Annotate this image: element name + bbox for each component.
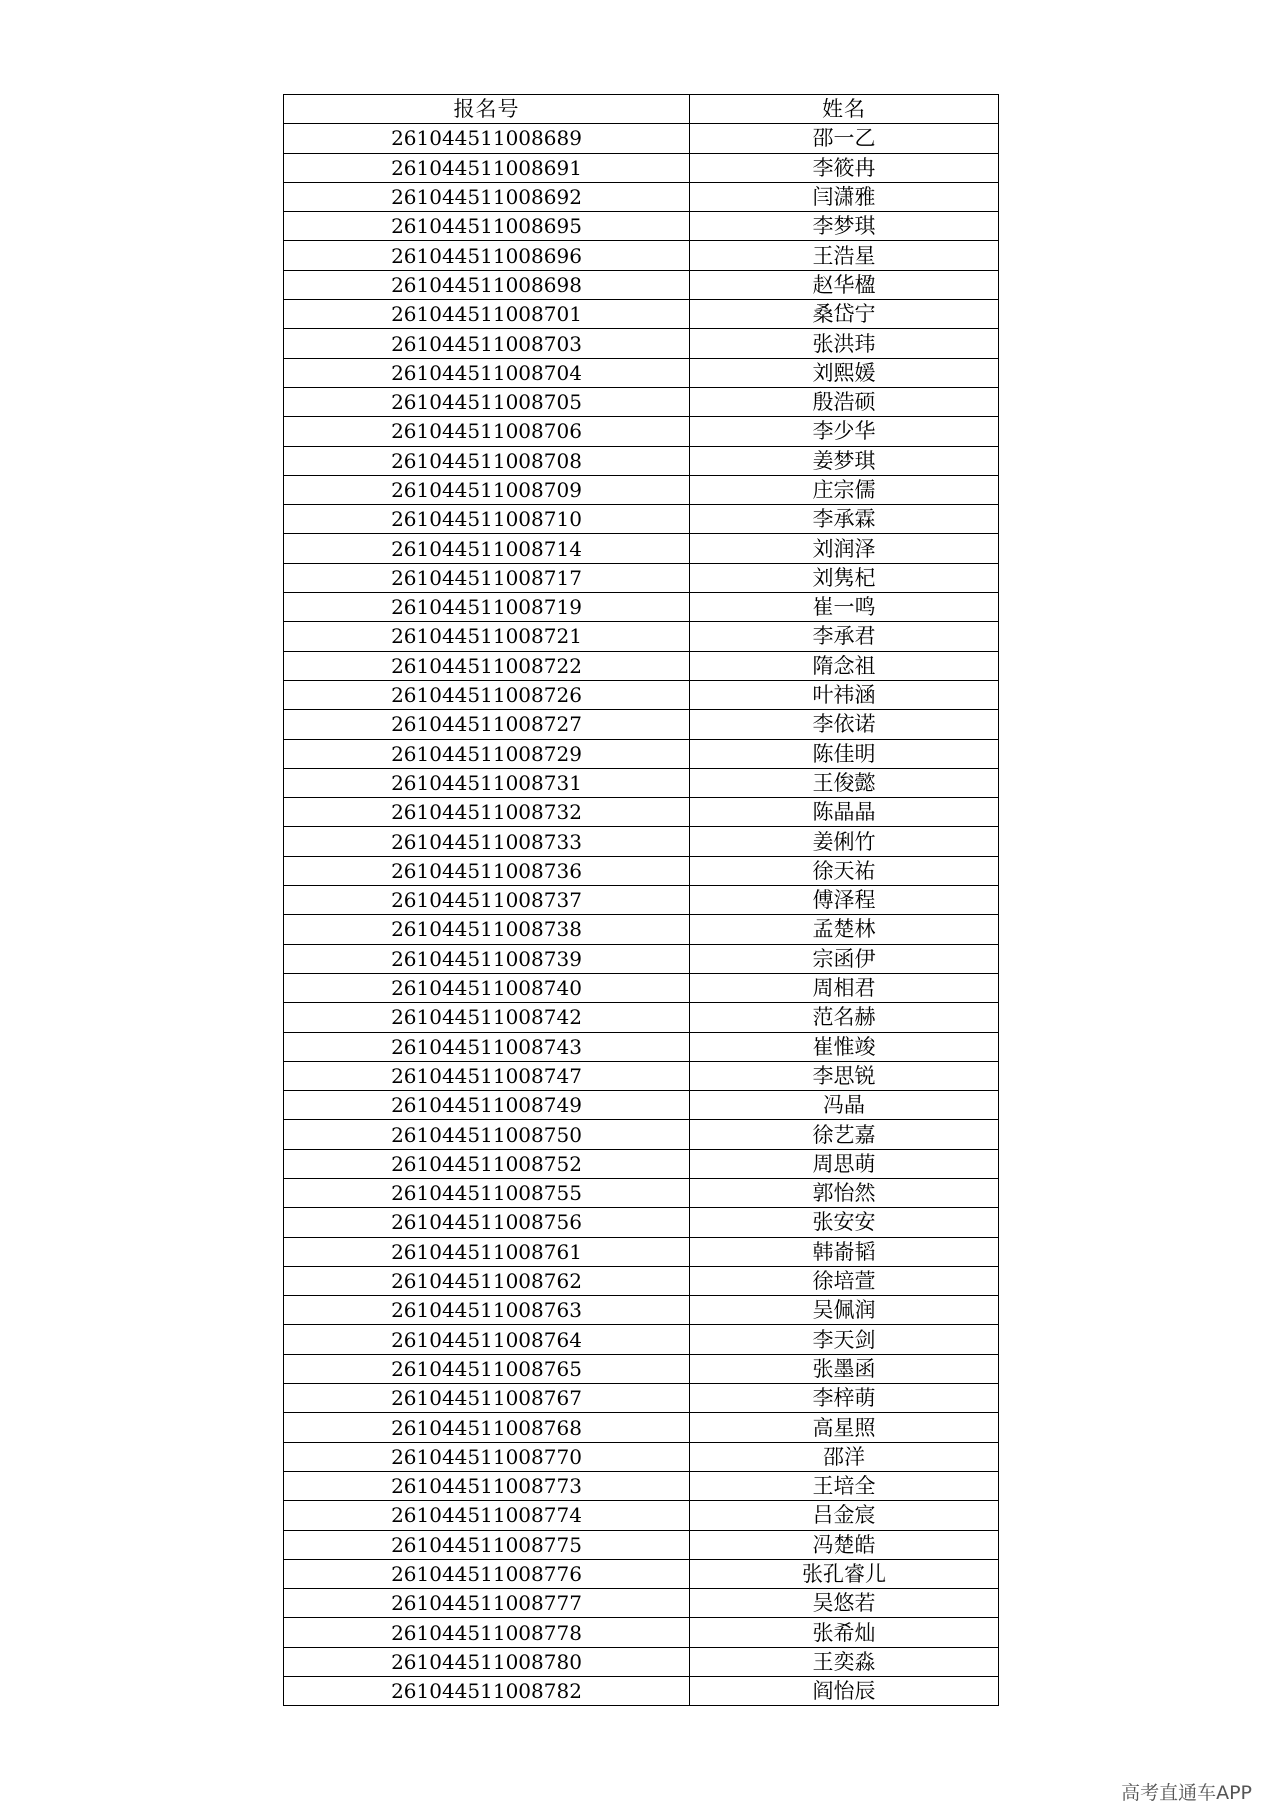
name-cell: 孟楚林	[690, 915, 999, 944]
table-row	[284, 827, 999, 856]
name-cell: 刘润泽	[690, 534, 999, 563]
table-row	[284, 651, 999, 680]
registration-number-cell: 261044511008704	[284, 358, 690, 387]
registration-number-cell: 261044511008776	[284, 1559, 690, 1588]
registration-number-cell: 261044511008765	[284, 1354, 690, 1383]
table-row	[284, 446, 999, 475]
table-row	[284, 886, 999, 915]
name-cell: 李承霖	[690, 505, 999, 534]
registration-number-cell: 261044511008756	[284, 1208, 690, 1237]
name-cell: 冯楚皓	[690, 1530, 999, 1559]
table-row	[284, 1208, 999, 1237]
table-row	[284, 973, 999, 1002]
registration-number-cell: 261044511008768	[284, 1413, 690, 1442]
name-cell: 邵洋	[690, 1442, 999, 1471]
name-cell: 张墨函	[690, 1354, 999, 1383]
table-row	[284, 1296, 999, 1325]
name-cell: 张希灿	[690, 1618, 999, 1647]
table-row	[284, 915, 999, 944]
name-cell: 吴佩润	[690, 1296, 999, 1325]
table-row	[284, 798, 999, 827]
name-cell: 李承君	[690, 622, 999, 651]
name-cell: 徐艺嘉	[690, 1120, 999, 1149]
name-cell: 周相君	[690, 973, 999, 1002]
name-cell: 刘隽杞	[690, 563, 999, 592]
name-cell: 刘熙媛	[690, 358, 999, 387]
name-cell: 庄宗儒	[690, 475, 999, 504]
registration-number-cell: 261044511008775	[284, 1530, 690, 1559]
registration-number-cell: 261044511008733	[284, 827, 690, 856]
registration-number-cell: 261044511008747	[284, 1061, 690, 1090]
registration-number-cell: 261044511008738	[284, 915, 690, 944]
name-cell: 李少华	[690, 417, 999, 446]
watermark-text: 高考直通车APP	[1121, 1782, 1252, 1804]
table-row	[284, 1266, 999, 1295]
table-row	[284, 1530, 999, 1559]
table-row	[284, 358, 999, 387]
name-cell: 姜俐竹	[690, 827, 999, 856]
table-row	[284, 1559, 999, 1588]
table-row	[284, 1589, 999, 1618]
name-cell: 李依诺	[690, 710, 999, 739]
registration-number-cell: 261044511008705	[284, 387, 690, 416]
registration-number-cell: 261044511008773	[284, 1471, 690, 1500]
header-row	[284, 95, 999, 124]
name-cell: 王奕淼	[690, 1647, 999, 1676]
registration-number-cell: 261044511008762	[284, 1266, 690, 1295]
table-row	[284, 1091, 999, 1120]
table-row	[284, 124, 999, 153]
table-row	[284, 1061, 999, 1090]
name-cell: 李天剑	[690, 1325, 999, 1354]
name-cell: 叶祎涵	[690, 680, 999, 709]
name-cell: 殷浩硕	[690, 387, 999, 416]
name-cell: 崔一鸣	[690, 593, 999, 622]
registration-number-cell: 261044511008778	[284, 1618, 690, 1647]
registration-table	[283, 94, 999, 1706]
registration-number-cell: 261044511008770	[284, 1442, 690, 1471]
registration-number-cell: 261044511008737	[284, 886, 690, 915]
registration-number-cell: 261044511008722	[284, 651, 690, 680]
registration-number-cell: 261044511008710	[284, 505, 690, 534]
name-cell: 韩嵛韬	[690, 1237, 999, 1266]
table-row	[284, 241, 999, 270]
table-row	[284, 1442, 999, 1471]
name-cell: 宗函伊	[690, 944, 999, 973]
table-row	[284, 1501, 999, 1530]
table-row	[284, 1237, 999, 1266]
name-cell: 王浩星	[690, 241, 999, 270]
registration-number-cell: 261044511008708	[284, 446, 690, 475]
registration-number-cell: 261044511008691	[284, 153, 690, 182]
table-row	[284, 153, 999, 182]
table-row	[284, 710, 999, 739]
name-cell: 周思萌	[690, 1149, 999, 1178]
name-cell: 姜梦琪	[690, 446, 999, 475]
registration-number-cell: 261044511008743	[284, 1032, 690, 1061]
registration-number-cell: 261044511008731	[284, 768, 690, 797]
name-cell: 吴悠若	[690, 1589, 999, 1618]
name-cell: 徐天祐	[690, 856, 999, 885]
name-cell: 隋念祖	[690, 651, 999, 680]
table-row	[284, 1032, 999, 1061]
table-row	[284, 593, 999, 622]
registration-number-cell: 261044511008695	[284, 212, 690, 241]
table-row	[284, 1471, 999, 1500]
registration-number-cell: 261044511008763	[284, 1296, 690, 1325]
table-row	[284, 417, 999, 446]
header-name: 姓名	[690, 95, 999, 124]
registration-number-cell: 261044511008721	[284, 622, 690, 651]
registration-number-cell: 261044511008689	[284, 124, 690, 153]
name-cell: 桑岱宁	[690, 300, 999, 329]
name-cell: 李思锐	[690, 1061, 999, 1090]
table-body	[284, 124, 999, 1706]
name-cell: 张孔睿儿	[690, 1559, 999, 1588]
name-cell: 范名赫	[690, 1003, 999, 1032]
table-row	[284, 1384, 999, 1413]
name-cell: 王俊懿	[690, 768, 999, 797]
table-row	[284, 475, 999, 504]
table-row	[284, 563, 999, 592]
name-cell: 李筱冉	[690, 153, 999, 182]
table-row	[284, 329, 999, 358]
registration-number-cell: 261044511008717	[284, 563, 690, 592]
registration-number-cell: 261044511008698	[284, 270, 690, 299]
header-registration-number: 报名号	[284, 95, 690, 124]
name-cell: 陈佳明	[690, 739, 999, 768]
registration-number-cell: 261044511008749	[284, 1091, 690, 1120]
name-cell: 高星照	[690, 1413, 999, 1442]
registration-number-cell: 261044511008739	[284, 944, 690, 973]
table-row	[284, 387, 999, 416]
registration-number-cell: 261044511008764	[284, 1325, 690, 1354]
table-row	[284, 944, 999, 973]
name-cell: 张安安	[690, 1208, 999, 1237]
name-cell: 王培全	[690, 1471, 999, 1500]
table-row	[284, 1120, 999, 1149]
registration-number-cell: 261044511008752	[284, 1149, 690, 1178]
table-row	[284, 1354, 999, 1383]
table-row	[284, 856, 999, 885]
registration-number-cell: 261044511008703	[284, 329, 690, 358]
table-row	[284, 739, 999, 768]
registration-number-cell: 261044511008701	[284, 300, 690, 329]
registration-number-cell: 261044511008696	[284, 241, 690, 270]
name-cell: 郭怡然	[690, 1178, 999, 1207]
table-row	[284, 1325, 999, 1354]
registration-number-cell: 261044511008736	[284, 856, 690, 885]
table-row	[284, 1618, 999, 1647]
registration-number-cell: 261044511008727	[284, 710, 690, 739]
name-cell: 傅泽程	[690, 886, 999, 915]
table-row	[284, 1003, 999, 1032]
name-cell: 崔惟竣	[690, 1032, 999, 1061]
name-cell: 阎怡辰	[690, 1677, 999, 1706]
registration-number-cell: 261044511008777	[284, 1589, 690, 1618]
table-row	[284, 622, 999, 651]
registration-number-cell: 261044511008729	[284, 739, 690, 768]
registration-number-cell: 261044511008719	[284, 593, 690, 622]
table-row	[284, 680, 999, 709]
registration-number-cell: 261044511008782	[284, 1677, 690, 1706]
registration-number-cell: 261044511008706	[284, 417, 690, 446]
registration-number-cell: 261044511008761	[284, 1237, 690, 1266]
table-row	[284, 1149, 999, 1178]
name-cell: 李梓萌	[690, 1384, 999, 1413]
table-row	[284, 212, 999, 241]
registration-number-cell: 261044511008714	[284, 534, 690, 563]
registration-number-cell: 261044511008709	[284, 475, 690, 504]
registration-number-cell: 261044511008740	[284, 973, 690, 1002]
table-row	[284, 1677, 999, 1706]
table-row	[284, 768, 999, 797]
table-row	[284, 300, 999, 329]
registration-number-cell: 261044511008780	[284, 1647, 690, 1676]
table-row	[284, 1178, 999, 1207]
name-cell: 陈晶晶	[690, 798, 999, 827]
name-cell: 赵华楹	[690, 270, 999, 299]
table-row	[284, 534, 999, 563]
name-cell: 冯晶	[690, 1091, 999, 1120]
name-cell: 李梦琪	[690, 212, 999, 241]
name-cell: 徐培萱	[690, 1266, 999, 1295]
table-row	[284, 1647, 999, 1676]
registration-number-cell: 261044511008732	[284, 798, 690, 827]
registration-number-cell: 261044511008767	[284, 1384, 690, 1413]
table-row	[284, 1413, 999, 1442]
table-row	[284, 182, 999, 211]
registration-number-cell: 261044511008742	[284, 1003, 690, 1032]
table-row	[284, 270, 999, 299]
registration-number-cell: 261044511008755	[284, 1178, 690, 1207]
table-row	[284, 505, 999, 534]
name-cell: 闫潇雅	[690, 182, 999, 211]
name-cell: 邵一乙	[690, 124, 999, 153]
name-cell: 吕金宸	[690, 1501, 999, 1530]
registration-number-cell: 261044511008750	[284, 1120, 690, 1149]
registration-number-cell: 261044511008774	[284, 1501, 690, 1530]
table-header	[284, 95, 999, 124]
registration-number-cell: 261044511008692	[284, 182, 690, 211]
registration-number-cell: 261044511008726	[284, 680, 690, 709]
name-cell: 张洪玮	[690, 329, 999, 358]
